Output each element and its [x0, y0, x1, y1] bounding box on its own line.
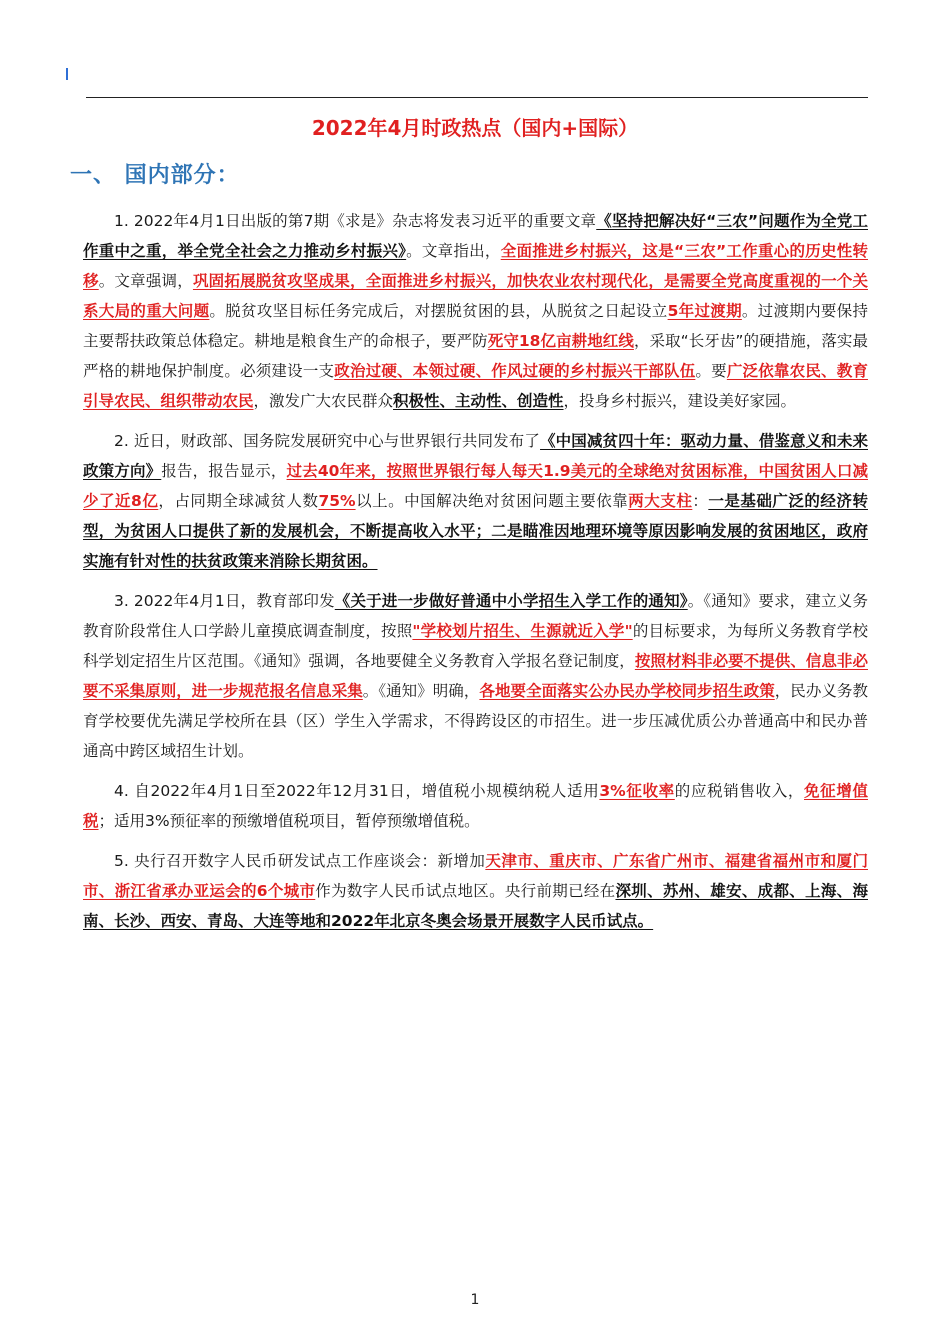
text-segment: 1. 2022年4月1日出版的第7期《求是》杂志将发表习近平的重要文章 — [114, 212, 597, 230]
key-point-highlight: "学校划片招生、生源就近入学" — [412, 622, 633, 640]
article-title-highlight: 《坚持把解决好“三农”问题作为全党工作重中之重，举全党全社会之力推动乡村振兴》 — [83, 212, 868, 260]
text-segment: ，采取“长牙齿”的硬措施，落实最严格的耕地保护制度。必须建设一支 — [83, 332, 869, 380]
document-body — [83, 206, 868, 946]
news-item-4 — [83, 776, 868, 836]
text-segment: ，激发广大农民群众 — [253, 392, 394, 410]
emphasis-highlight: 深圳、苏州、雄安、成都、上海、海南、长沙、西安、青岛、大连等地和2022年北京冬奥会场景开展数字人民币试点。 — [83, 882, 868, 930]
key-point-highlight: 全面推进乡村振兴，这是“三农”工作重心的历史性转移 — [83, 242, 868, 290]
news-item-3 — [83, 586, 868, 766]
text-segment: 的目标要求，为每所义务教育学校科学划定招生片区范围。《通知》强调，各地要健全义务教育入学报名登记制度， — [83, 622, 868, 670]
emphasis-highlight: 一是基础广泛的经济转型，为贫困人口提供了新的发展机会，不断提高收入水平；二是瞄准因地理环境等原因影响发展的贫困地区，政府实施有针对性的扶贫政策来消除长期贫困。 — [83, 492, 868, 570]
key-point-highlight: 3%征收率 — [599, 782, 675, 800]
text-segment: 。文章指出， — [406, 242, 501, 260]
text-segment: ；适用3%预征率的预缴增值税项目，暂停预缴增值税。 — [98, 812, 480, 830]
text-segment: 2. 近日，财政部、国务院发展研究中心与世界银行共同发布了 — [114, 432, 541, 450]
news-item-2 — [83, 426, 868, 576]
text-segment: 。《通知》要求，建立义务教育阶段常住人口学龄儿童摸底调查制度，按照 — [83, 592, 868, 640]
text-segment: 。《通知》明确， — [362, 682, 480, 700]
text-segment: ，投身乡村振兴，建设美好家园。 — [563, 392, 797, 410]
text-segment: 。文章强调， — [98, 272, 193, 290]
text-segment: 5. 央行召开数字人民币研发试点工作座谈会：新增加 — [114, 852, 486, 870]
emphasis-highlight: 积极性、主动性、创造性 — [393, 392, 564, 410]
key-point-highlight: 按照材料非必要不提供、信息非必要不采集原则，进一步规范报名信息采集 — [83, 652, 868, 700]
key-point-highlight: 巩固拓展脱贫攻坚成果，全面推进乡村振兴，加快农业农村现代化，是需要全党高度重视的一个关系大局的重大问题 — [83, 272, 868, 320]
text-segment: ： — [692, 492, 709, 510]
section-heading-domestic: 一、 国内部分： — [70, 163, 240, 188]
key-point-highlight: 广泛依靠农民、教育引导农民、组织带动农民 — [83, 362, 868, 410]
key-point-highlight: 政治过硬、本领过硬、作风过硬的乡村振兴干部队伍 — [334, 362, 696, 380]
key-point-highlight: 5年过渡期 — [667, 302, 742, 320]
key-point-highlight: 免征增值税 — [83, 782, 868, 830]
news-item-5 — [83, 846, 868, 936]
text-segment: 报告，报告显示， — [161, 462, 287, 480]
text-cursor-mark — [66, 68, 68, 80]
text-segment: 。脱贫攻坚目标任务完成后，对摆脱贫困的县，从脱贫之日起设立 — [209, 302, 668, 320]
text-segment: 3. 2022年4月1日，教育部印发 — [114, 592, 335, 610]
key-point-highlight: 天津市、重庆市、广东省广州市、福建省福州市和厦门市、浙江省承办亚运会的6个城市 — [83, 852, 868, 900]
text-segment: ，占同期全球减贫人数 — [158, 492, 319, 510]
key-point-highlight: 过去40年来，按照世界银行每人每天1.9美元的全球绝对贫困标准，中国贫困人口减少了近8亿 — [83, 462, 868, 510]
text-segment: 4. 自2022年4月1日至2022年12月31日，增值税小规模纳税人适用 — [114, 782, 600, 800]
key-point-highlight: 死守18亿亩耕地红线 — [487, 332, 634, 350]
text-segment: 以上。中国解决绝对贫困问题主要依靠 — [355, 492, 629, 510]
page-number: 1 — [470, 1292, 480, 1308]
report-title-highlight: 《中国减贫四十年：驱动力量、借鉴意义和未来政策方向》 — [83, 432, 868, 480]
text-segment: ，民办义务教育学校要优先满足学校所在县（区）学生入学需求，不得跨设区的市招生。进一步压减优质公办普通高中和民办普通高中跨区域招生计划。 — [83, 682, 868, 760]
header-rule — [86, 97, 868, 98]
text-segment: 作为数字人民币试点地区。央行前期已经在 — [315, 882, 616, 900]
text-segment: 的应税销售收入， — [674, 782, 805, 800]
document-title: 2022年4月时政热点（国内+国际） — [311, 116, 639, 140]
key-point-highlight: 两大支柱 — [628, 492, 693, 510]
notice-title-highlight: 《关于进一步做好普通中小学招生入学工作的通知》 — [334, 592, 688, 610]
key-point-highlight: 各地要全面落实公办民办学校同步招生政策 — [479, 682, 775, 700]
text-segment: 。要 — [695, 362, 727, 380]
news-item-1 — [83, 206, 868, 416]
text-segment: 。过渡期内要保持主要帮扶政策总体稳定。耕地是粮食生产的命根子，要严防 — [83, 302, 868, 350]
key-point-highlight: 75% — [318, 492, 356, 510]
